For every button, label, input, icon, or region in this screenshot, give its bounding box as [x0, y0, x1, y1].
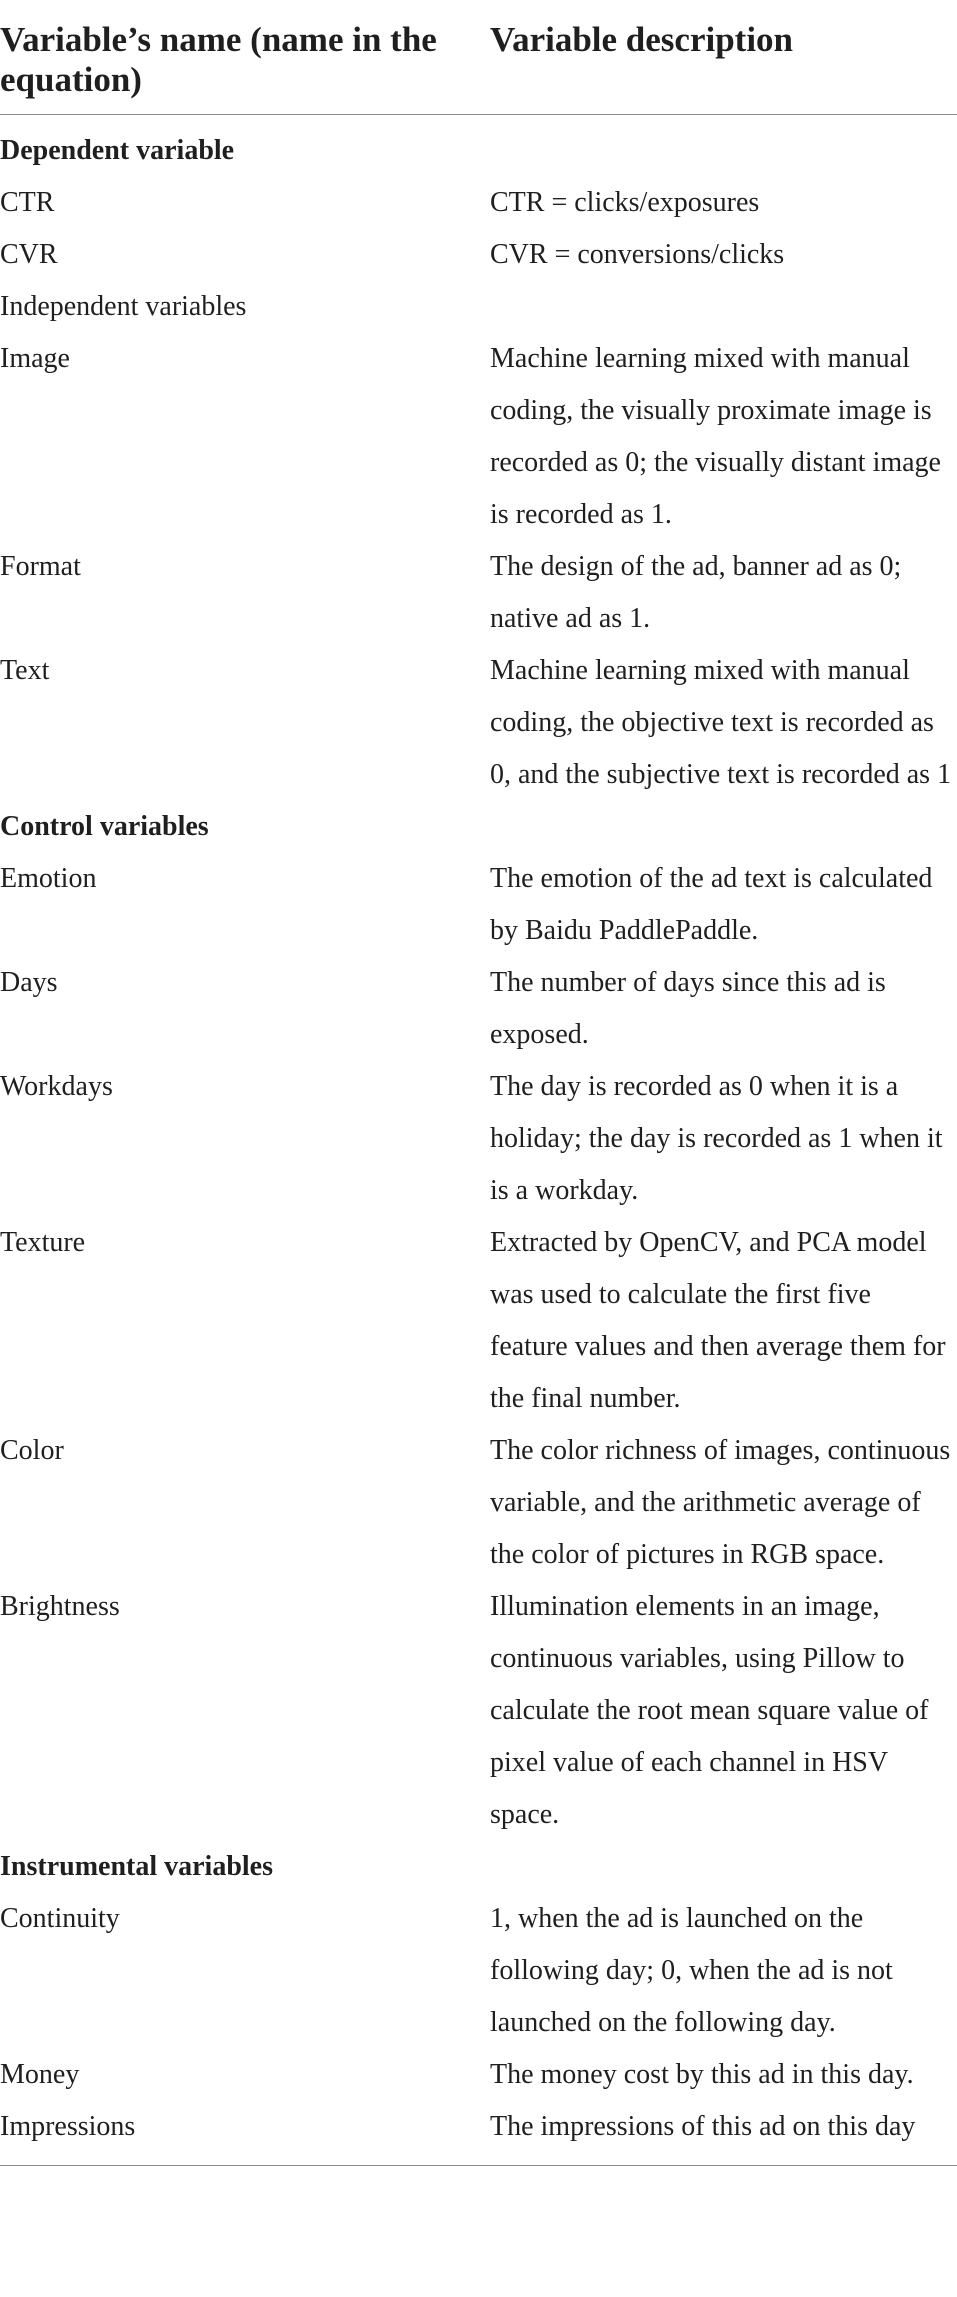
table-row	[0, 1893, 957, 2049]
variable-name: Color	[0, 1435, 64, 1466]
variable-description	[490, 115, 957, 178]
variable-description: The color richness of images, continuous variable, and the arithmetic average of the color of pictures in RGB space.	[490, 1435, 951, 1570]
variable-name: Emotion	[0, 863, 97, 894]
section-row	[0, 801, 957, 853]
table-body	[0, 115, 957, 2166]
variable-name: Impressions	[0, 2101, 490, 2166]
variable-name: Texture	[0, 1227, 86, 1258]
header-variable-name: Variable’s name (name in the equation)	[0, 14, 490, 115]
header-variable-description: Variable description	[490, 14, 957, 115]
table-row	[0, 1581, 957, 1841]
table-row	[0, 957, 957, 1061]
variable-name: Format	[0, 551, 81, 582]
variable-name: Brightness	[0, 1591, 120, 1622]
variable-name: Days	[0, 967, 58, 998]
variable-description: The money cost by this ad in this day.	[490, 2059, 914, 2090]
table-row	[0, 1425, 957, 1581]
table-row	[0, 2049, 957, 2101]
variable-name: Text	[0, 655, 50, 686]
variable-description: Illumination elements in an image, continuous variables, using Pillow to calculate the root mean square value of pixel value of each channel in HSV space.	[490, 1591, 929, 1830]
variable-description	[490, 801, 957, 853]
table-row	[0, 229, 957, 281]
table-row	[0, 645, 957, 801]
section-label: Instrumental variables	[0, 1851, 273, 1882]
variable-name: Continuity	[0, 1903, 120, 1934]
variable-description: The design of the ad, banner ad as 0; native ad as 1.	[490, 551, 902, 634]
variable-name: Money	[0, 2059, 80, 2090]
variable-description: Extracted by OpenCV, and PCA model was used to calculate the first five feature values and then average them for the final number.	[490, 1227, 946, 1414]
variable-name: Image	[0, 343, 70, 374]
section-label: Dependent variable	[0, 135, 235, 166]
table-row	[0, 333, 957, 541]
variable-description: The impressions of this ad on this day	[490, 2101, 957, 2166]
table-row	[0, 281, 957, 333]
variable-description: CTR = clicks/exposures	[490, 187, 760, 218]
section-row	[0, 115, 957, 178]
table-row	[0, 2101, 957, 2166]
variable-description: 1, when the ad is launched on the following day; 0, when the ad is not launched on the following day.	[490, 1903, 893, 2038]
table-row	[0, 1061, 957, 1217]
variable-name: CTR	[0, 187, 55, 218]
variable-description: The emotion of the ad text is calculated by Baidu PaddlePaddle.	[490, 863, 933, 946]
variable-description	[490, 1841, 957, 1893]
variable-description: Machine learning mixed with manual coding, the objective text is recorded as 0, and the subjective text is recorded as 1	[490, 655, 952, 790]
table-row	[0, 853, 957, 957]
variables-table	[0, 14, 957, 2166]
variable-description: CVR = conversions/clicks	[490, 239, 785, 270]
table-row	[0, 1217, 957, 1425]
variable-description: The number of days since this ad is exposed.	[490, 967, 886, 1050]
variable-name: Workdays	[0, 1071, 113, 1102]
table-row	[0, 177, 957, 229]
table-row	[0, 541, 957, 645]
variable-description: Machine learning mixed with manual coding, the visually proximate image is recorded as 0; the visually distant image is recorded as 1.	[490, 343, 941, 530]
section-row	[0, 1841, 957, 1893]
variable-description: The day is recorded as 0 when it is a holiday; the day is recorded as 1 when it is a workday.	[490, 1071, 943, 1206]
variable-description	[490, 281, 957, 333]
header-row	[0, 14, 957, 115]
variable-name: Independent variables	[0, 291, 247, 322]
section-label: Control variables	[0, 811, 209, 842]
table-header	[0, 14, 957, 115]
variable-name: CVR	[0, 239, 58, 270]
